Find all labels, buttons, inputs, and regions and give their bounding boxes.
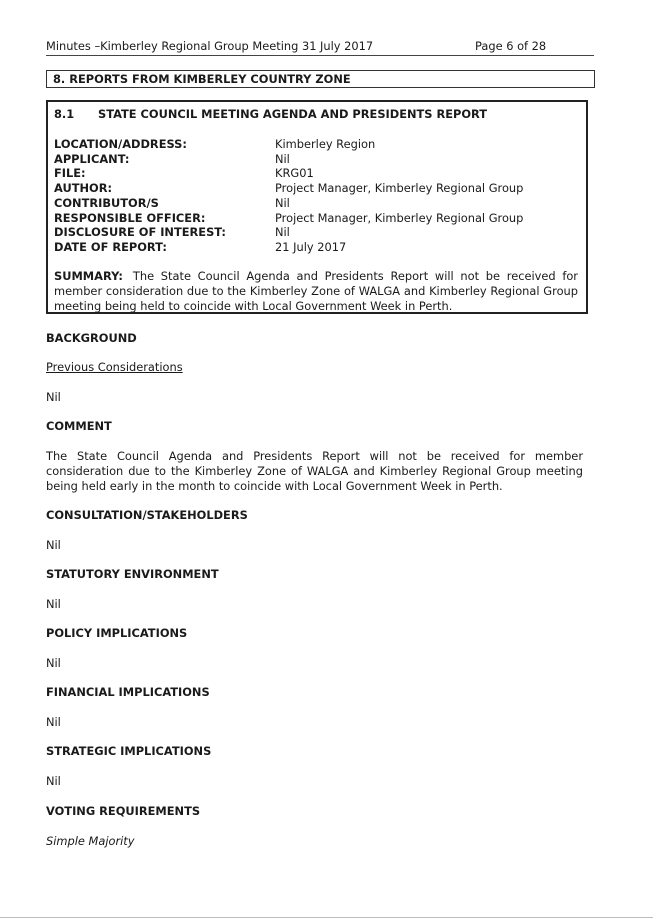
comment-paragraph: The State Council Agenda and Presidents Report will not be received for member consideration due to the Kimberley Zone of WALGA and Kimberley Regional Group meeting being held early in the month to coincide with Local Government Week in Perth. — [46, 449, 583, 493]
statutory-heading: STATUTORY ENVIRONMENT — [46, 567, 219, 581]
previous-considerations-subheading: Previous Considerations — [46, 360, 183, 374]
field-value: KRG01 — [275, 166, 314, 180]
financial-heading: FINANCIAL IMPLICATIONS — [46, 685, 210, 699]
field-label: AUTHOR: — [54, 181, 113, 195]
policy-value: Nil — [46, 656, 61, 670]
field-value: 21 July 2017 — [275, 240, 347, 254]
section-8-heading: 8. REPORTS FROM KIMBERLEY COUNTRY ZONE — [46, 70, 595, 88]
field-label: RESPONSIBLE OFFICER: — [54, 211, 206, 225]
item-title-text: STATE COUNCIL MEETING AGENDA AND PRESIDENTS REPORT — [98, 107, 488, 121]
page-number: Page 6 of 28 — [475, 39, 547, 53]
summary-label: SUMMARY: — [54, 269, 123, 283]
policy-heading: POLICY IMPLICATIONS — [46, 626, 188, 640]
field-label: APPLICANT: — [54, 152, 130, 166]
summary-text: The State Council Agenda and Presidents Report will not be received for member consideration due to the Kimberley Zone of WALGA and Kimberley Regional Group meeting being held to coincide with Local Government Week in Perth. — [54, 269, 578, 313]
strategic-heading: STRATEGIC IMPLICATIONS — [46, 744, 212, 758]
strategic-value: Nil — [46, 774, 61, 788]
field-value: Nil — [275, 152, 290, 166]
item-title — [54, 107, 487, 121]
header-title: Minutes –Kimberley Regional Group Meeting 31 July 2017 — [46, 39, 374, 53]
field-label: DATE OF REPORT: — [54, 240, 167, 254]
field-value: Kimberley Region — [275, 137, 376, 151]
page-header — [46, 39, 594, 56]
previous-considerations-value: Nil — [46, 390, 61, 404]
field-value: Project Manager, Kimberley Regional Group — [275, 211, 524, 225]
background-heading: BACKGROUND — [46, 331, 137, 345]
field-label: DISCLOSURE OF INTEREST: — [54, 225, 226, 239]
field-label: LOCATION/ADDRESS: — [54, 137, 187, 151]
field-value: Nil — [275, 196, 290, 210]
item-number: 8.1 — [54, 107, 75, 121]
field-label: CONTRIBUTOR/S — [54, 196, 159, 210]
item-8-1-box — [46, 100, 588, 314]
voting-heading: VOTING REQUIREMENTS — [46, 804, 201, 818]
bottom-divider — [0, 917, 653, 918]
summary-paragraph — [54, 269, 578, 314]
consultation-value: Nil — [46, 538, 61, 552]
field-label: FILE: — [54, 166, 86, 180]
field-value: Project Manager, Kimberley Regional Group — [275, 181, 524, 195]
consultation-heading: CONSULTATION/STAKEHOLDERS — [46, 508, 248, 522]
field-value: Nil — [275, 225, 290, 239]
statutory-value: Nil — [46, 597, 61, 611]
voting-value: Simple Majority — [46, 834, 135, 848]
financial-value: Nil — [46, 715, 61, 729]
comment-heading: COMMENT — [46, 419, 112, 433]
